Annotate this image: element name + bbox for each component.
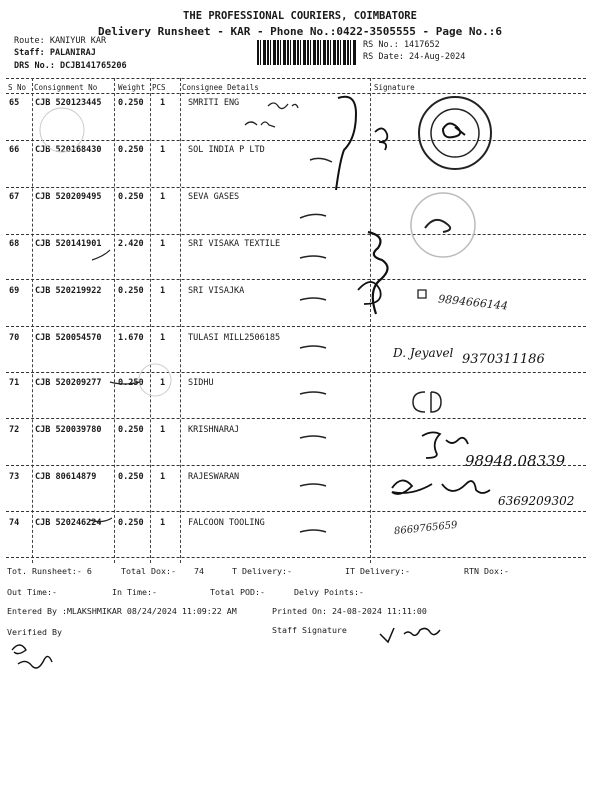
- row-consignment: CJB 520209495: [35, 192, 102, 202]
- row-weight: 0.250: [118, 518, 144, 528]
- table-header-rule: [6, 93, 586, 94]
- printed-on: Printed On: 24-08-2024 11:11:00: [272, 606, 427, 616]
- row-pcs: 1: [160, 378, 166, 388]
- table-top-rule: [6, 78, 586, 79]
- route-label: Route: KANIYUR KAR: [14, 36, 107, 46]
- handwritten-phone: 6369209302: [498, 494, 575, 508]
- row-separator: [6, 140, 586, 141]
- col-header-weight: Weight: [118, 83, 146, 92]
- row-weight: 0.250: [118, 98, 144, 108]
- row-consignment: CJB 520141901: [35, 239, 102, 249]
- row-separator: [6, 418, 586, 419]
- row-separator: [6, 234, 586, 235]
- total-dox-value: 74: [194, 566, 204, 576]
- staff-signature: Staff Signature: [272, 625, 347, 635]
- row-weight: 2.420: [118, 239, 144, 249]
- row-separator: [6, 557, 586, 558]
- rs-date: RS Date: 24-Aug-2024: [363, 52, 466, 62]
- row-pcs: 1: [160, 239, 166, 249]
- company-title: THE PROFESSIONAL COURIERS, COIMBATORE: [183, 10, 417, 22]
- verified-by: Verified By: [7, 627, 62, 637]
- row-weight: 0.250: [118, 472, 144, 482]
- row-consignee: KRISHNARAJ: [188, 425, 240, 435]
- col-divider: [180, 78, 181, 563]
- row-pcs: 1: [160, 333, 166, 343]
- total-pod: Total POD:-: [210, 587, 265, 597]
- row-sno: 67: [9, 192, 20, 202]
- total-runsheet: Tot. Runsheet:- 6: [7, 566, 92, 576]
- row-consignment: CJB 520054570: [35, 333, 102, 343]
- row-weight: 0.250: [118, 145, 144, 155]
- rtn-dox: RTN Dox:-: [464, 566, 509, 576]
- in-time: In Time:-: [112, 587, 157, 597]
- handwritten-phone: 9370311186: [462, 352, 545, 367]
- row-pcs: 1: [160, 472, 166, 482]
- row-consignment: CJB 520219922: [35, 286, 102, 296]
- col-header-pcs: PCS: [152, 83, 166, 92]
- row-consignee: SMRITI ENG: [188, 98, 240, 108]
- rs-number: RS No.: 1417652: [363, 40, 440, 50]
- t-delivery: T Delivery:-: [232, 566, 292, 576]
- row-consignment: CJB 80614879: [35, 472, 97, 482]
- row-pcs: 1: [160, 145, 166, 155]
- runsheet-title: Delivery Runsheet - KAR - Phone No.:0422-3505555 - Page No.:6: [98, 25, 502, 38]
- row-separator: [6, 511, 586, 512]
- row-consignee: SEVA GASES: [188, 192, 240, 202]
- company-stamp: [419, 97, 491, 169]
- row-sno: 74: [9, 518, 20, 528]
- row-separator: [6, 326, 586, 327]
- delivery-points: Delvy Points:-: [294, 587, 364, 597]
- row-consignment: CJB 520168430: [35, 145, 102, 155]
- row-consignee: SOL INDIA P LTD: [188, 145, 265, 155]
- handwritten-phone: 98948.08339: [465, 452, 566, 470]
- handwritten-phone: 8669765659: [393, 519, 459, 538]
- row-pcs: 1: [160, 98, 166, 108]
- row-consignment: CJB 520209277: [35, 378, 102, 388]
- handwritten-name: D. Jeyavel: [393, 346, 454, 360]
- col-header-sno: S No: [8, 83, 27, 92]
- row-separator: [6, 279, 586, 280]
- row-weight: 0.250: [118, 425, 144, 435]
- row-weight: 0.250: [118, 192, 144, 202]
- row-consignee: RAJESWARAN: [188, 472, 240, 482]
- row-pcs: 1: [160, 425, 166, 435]
- staff-label: Staff: PALANIRAJ: [14, 48, 96, 58]
- handwritten-phone: 9894666144: [437, 292, 509, 313]
- row-sno: 71: [9, 378, 20, 388]
- row-pcs: 1: [160, 518, 166, 528]
- barcode: [257, 40, 357, 65]
- row-pcs: 1: [160, 192, 166, 202]
- col-header-consignee: Consignee Details: [182, 83, 259, 92]
- row-weight: 0.250: [118, 378, 144, 388]
- col-divider: [32, 78, 33, 563]
- row-sno: 70: [9, 333, 20, 343]
- col-divider: [114, 78, 115, 563]
- row-sno: 73: [9, 472, 20, 482]
- it-delivery: IT Delivery:-: [345, 566, 410, 576]
- row-consignee: FALCOON TOOLING: [188, 518, 265, 528]
- row-consignee: SRI VISAKA TEXTILE: [188, 239, 281, 249]
- total-dox-label: Total Dox:-: [121, 566, 176, 576]
- out-time: Out Time:-: [7, 587, 57, 597]
- row-weight: 0.250: [118, 286, 144, 296]
- row-consignee: SIDHU: [188, 378, 214, 388]
- row-pcs: 1: [160, 286, 166, 296]
- row-sno: 68: [9, 239, 20, 249]
- col-header-signature: Signature: [374, 83, 415, 92]
- entered-by: Entered By :MLAKSHMIKAR 08/24/2024 11:09:22 AM: [7, 606, 237, 616]
- row-sno: 72: [9, 425, 20, 435]
- row-sno: 69: [9, 286, 20, 296]
- col-divider: [150, 78, 151, 563]
- row-separator: [6, 372, 586, 373]
- row-separator: [6, 187, 586, 188]
- col-header-consignment: Consignment No: [34, 83, 98, 92]
- col-divider: [370, 78, 371, 563]
- row-sno: 66: [9, 145, 20, 155]
- row-consignee: SRI VISAJKA: [188, 286, 245, 296]
- row-consignment: CJB 520246224: [35, 518, 102, 528]
- row-consignment: CJB 520123445: [35, 98, 102, 108]
- row-consignment: CJB 520039780: [35, 425, 102, 435]
- row-weight: 1.670: [118, 333, 144, 343]
- drs-number: DRS No.: DCJB141765206: [14, 61, 127, 71]
- row-sno: 65: [9, 98, 20, 108]
- row-consignee: TULASI MILL2506185: [188, 333, 281, 343]
